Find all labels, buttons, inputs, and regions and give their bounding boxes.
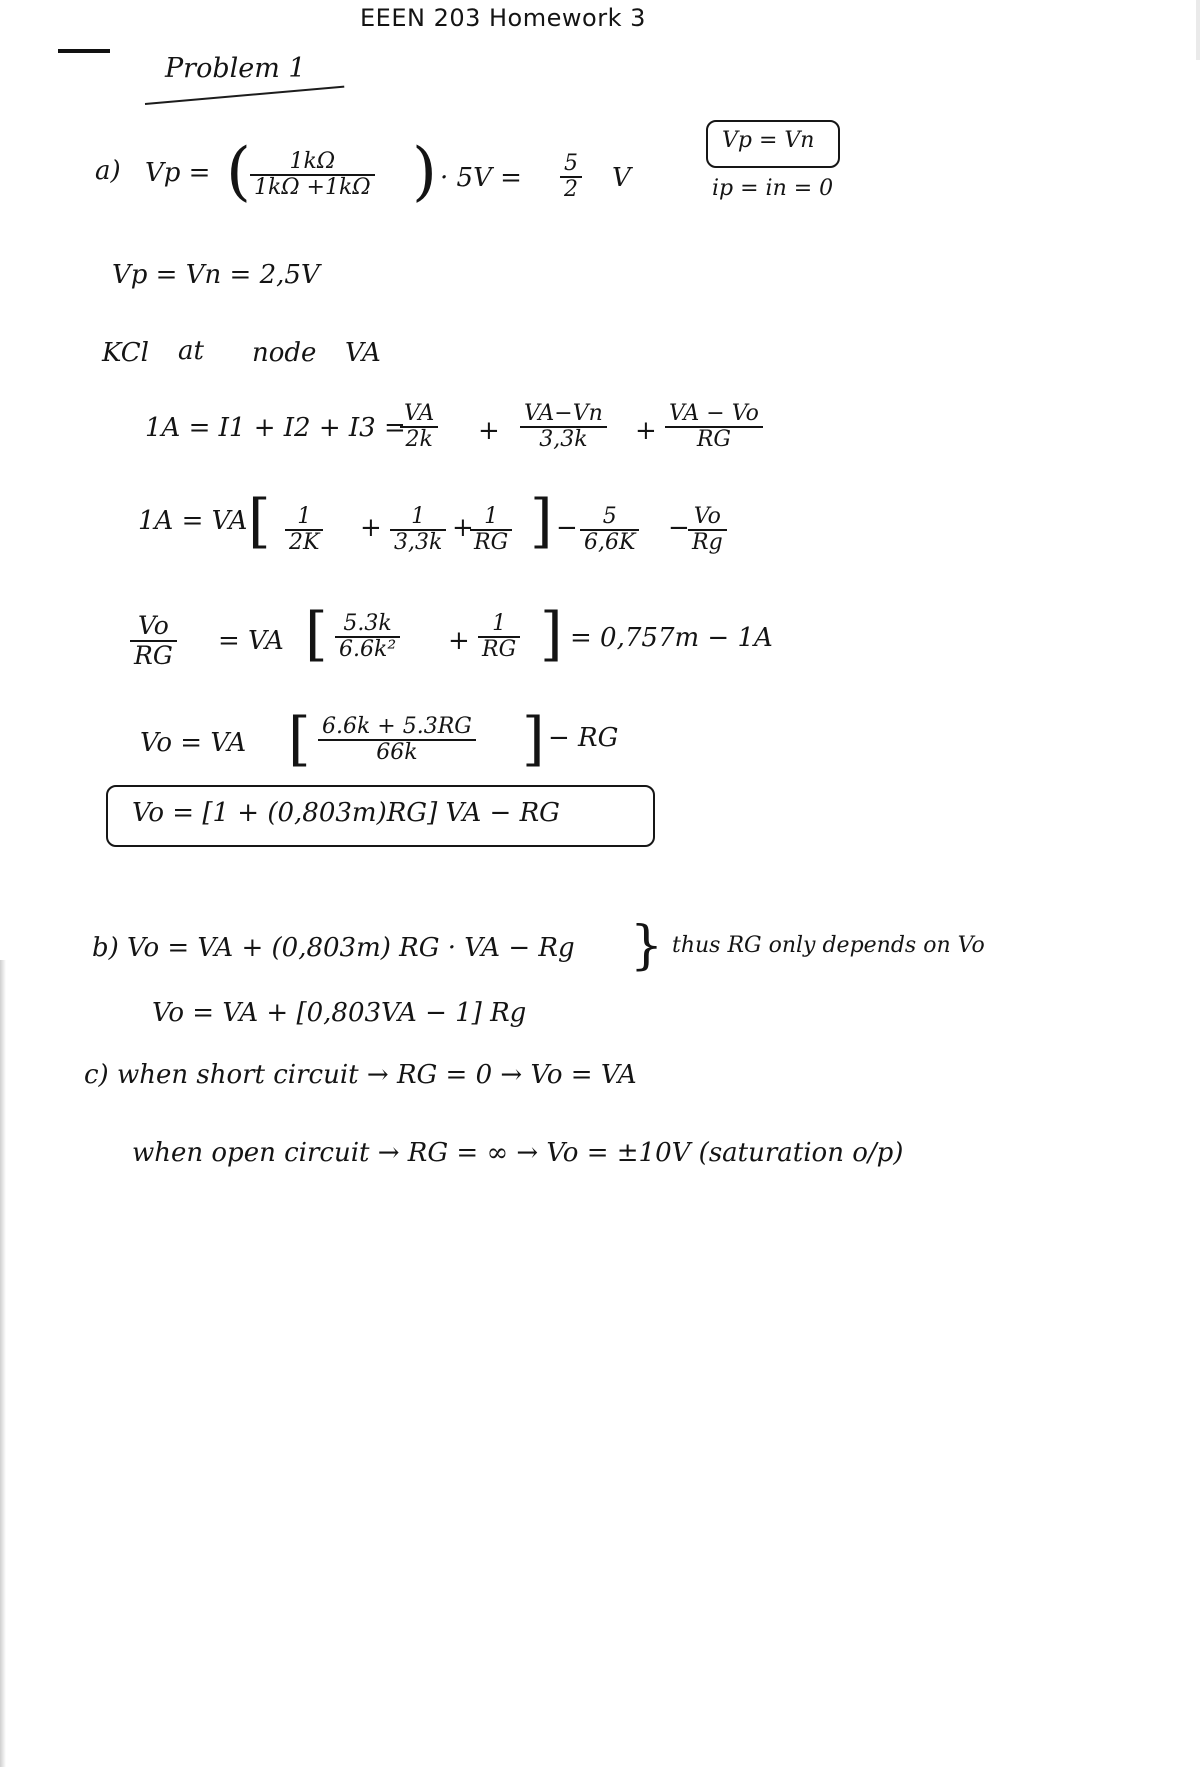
part-c-line-1: c) when short circuit → RG = 0 → Vo = VA bbox=[84, 1060, 637, 1090]
eq3-f2-den: RG bbox=[482, 637, 517, 663]
eq3-rhs: = 0,757m − 1A bbox=[570, 623, 773, 653]
page-title: EEEN 203 Homework 3 bbox=[360, 4, 646, 32]
eq1-f1-num: VA bbox=[400, 402, 438, 428]
eq2-plus-2: + bbox=[452, 513, 474, 543]
eq1-lhs: 1A = I1 + I2 + I3 = bbox=[145, 413, 406, 443]
eq1-fraction-1 bbox=[400, 402, 438, 452]
box-vp-vn: Vp = Vn bbox=[722, 128, 815, 153]
vp-result: Vp = Vn = 2,5V bbox=[112, 260, 320, 290]
eq2-f3-num: 1 bbox=[470, 505, 512, 531]
eq2-minus-2: − bbox=[668, 513, 690, 543]
eq2-f4-num: 5 bbox=[580, 505, 639, 531]
eq3-fraction-2 bbox=[478, 612, 520, 662]
close-paren: ) bbox=[412, 135, 437, 209]
eq4-den: 66k bbox=[376, 740, 418, 766]
eq2-fraction-2 bbox=[390, 505, 446, 555]
open-paren: ( bbox=[226, 135, 251, 209]
eq2-f5-num: Vo bbox=[688, 505, 727, 531]
eq3-equals-va: = VA bbox=[218, 626, 284, 656]
scan-corner bbox=[1196, 0, 1200, 60]
eq4-fraction bbox=[318, 715, 476, 765]
eq1-f1-den: 2k bbox=[405, 427, 433, 453]
eq4-rhs: − RG bbox=[548, 723, 619, 753]
eq3-lhs-fraction bbox=[130, 612, 177, 669]
part-b-note: thus RG only depends on Vo bbox=[672, 933, 985, 958]
five-halves-numerator: 5 bbox=[560, 152, 582, 178]
eq2-close-bracket: ] bbox=[530, 487, 553, 555]
eq2-minus-1: − bbox=[556, 513, 578, 543]
part-b-line-1: b) Vo = VA + (0,803m) RG · VA − Rg bbox=[92, 933, 575, 963]
margin-dash-mark bbox=[58, 49, 110, 53]
eq3-close-bracket: ] bbox=[540, 600, 563, 668]
eq1-fraction-3 bbox=[665, 402, 763, 452]
times-five-volts: · 5V = bbox=[440, 163, 522, 193]
eq2-f1-num: 1 bbox=[285, 505, 323, 531]
eq4-open-bracket: [ bbox=[288, 705, 311, 773]
final-answer: Vo = [1 + (0,803m)RG] VA − RG bbox=[132, 798, 560, 828]
eq3-fraction-1 bbox=[335, 612, 400, 662]
eq2-fraction-1 bbox=[285, 505, 323, 555]
eq2-plus-1: + bbox=[360, 513, 382, 543]
part-b-brace: } bbox=[630, 916, 664, 976]
eq2-fraction-4 bbox=[580, 505, 639, 555]
eq1-f3-num: VA − Vo bbox=[665, 402, 763, 428]
eq1-f2-num: VA−Vn bbox=[520, 402, 607, 428]
eq2-fraction-5 bbox=[688, 505, 727, 555]
vp-lhs: Vp = bbox=[145, 158, 211, 188]
eq2-f2-num: 1 bbox=[390, 505, 446, 531]
eq2-fraction-3 bbox=[470, 505, 512, 555]
part-b-line-2: Vo = VA + [0,803VA − 1] Rg bbox=[152, 998, 527, 1028]
eq1-plus-1: + bbox=[478, 416, 500, 446]
eq3-lhs-num: Vo bbox=[130, 612, 177, 642]
eq2-f5-den: Rg bbox=[692, 530, 723, 556]
divider-denominator: 1kΩ +1kΩ bbox=[254, 175, 371, 201]
eq3-open-bracket: [ bbox=[305, 600, 328, 668]
eq2-f2-den: 3,3k bbox=[394, 530, 443, 556]
eq2-f3-den: RG bbox=[474, 530, 509, 556]
eq4-close-bracket: ] bbox=[522, 705, 545, 773]
kcl-node: node bbox=[252, 338, 317, 368]
divider-fraction bbox=[250, 150, 375, 200]
box-currents-zero: ip = in = 0 bbox=[712, 176, 834, 201]
problem-heading: Problem 1 bbox=[165, 53, 306, 84]
eq3-f1-den: 6.6k² bbox=[339, 637, 397, 663]
eq3-f2-num: 1 bbox=[478, 612, 520, 638]
heading-underline bbox=[145, 86, 344, 105]
eq3-f1-num: 5.3k bbox=[335, 612, 400, 638]
kcl-va: VA bbox=[345, 338, 381, 368]
eq1-fraction-2 bbox=[520, 402, 607, 452]
eq2-open-bracket: [ bbox=[248, 487, 271, 555]
five-halves-fraction bbox=[560, 152, 582, 202]
kcl-at: at bbox=[178, 336, 204, 366]
part-a-label: a) bbox=[95, 156, 121, 186]
eq4-lhs: Vo = VA bbox=[140, 728, 247, 758]
five-halves-denominator: 2 bbox=[564, 177, 578, 203]
eq2-f4-den: 6,6K bbox=[584, 530, 636, 556]
scan-edge bbox=[0, 960, 6, 1767]
part-c-line-2: when open circuit → RG = ∞ → Vo = ±10V (saturation o/p) bbox=[132, 1138, 904, 1168]
eq1-f3-den: RG bbox=[696, 427, 731, 453]
eq4-num: 6.6k + 5.3RG bbox=[318, 715, 476, 741]
eq3-plus: + bbox=[448, 626, 470, 656]
eq2-f1-den: 2K bbox=[289, 530, 320, 556]
eq1-f2-den: 3,3k bbox=[539, 427, 588, 453]
eq2-lhs: 1A = VA bbox=[138, 506, 248, 536]
eq1-plus-2: + bbox=[635, 416, 657, 446]
kcl-label: KCl bbox=[102, 338, 149, 368]
divider-numerator: 1kΩ bbox=[250, 150, 375, 176]
volt-unit: V bbox=[612, 163, 631, 193]
eq3-lhs-den: RG bbox=[134, 640, 173, 670]
